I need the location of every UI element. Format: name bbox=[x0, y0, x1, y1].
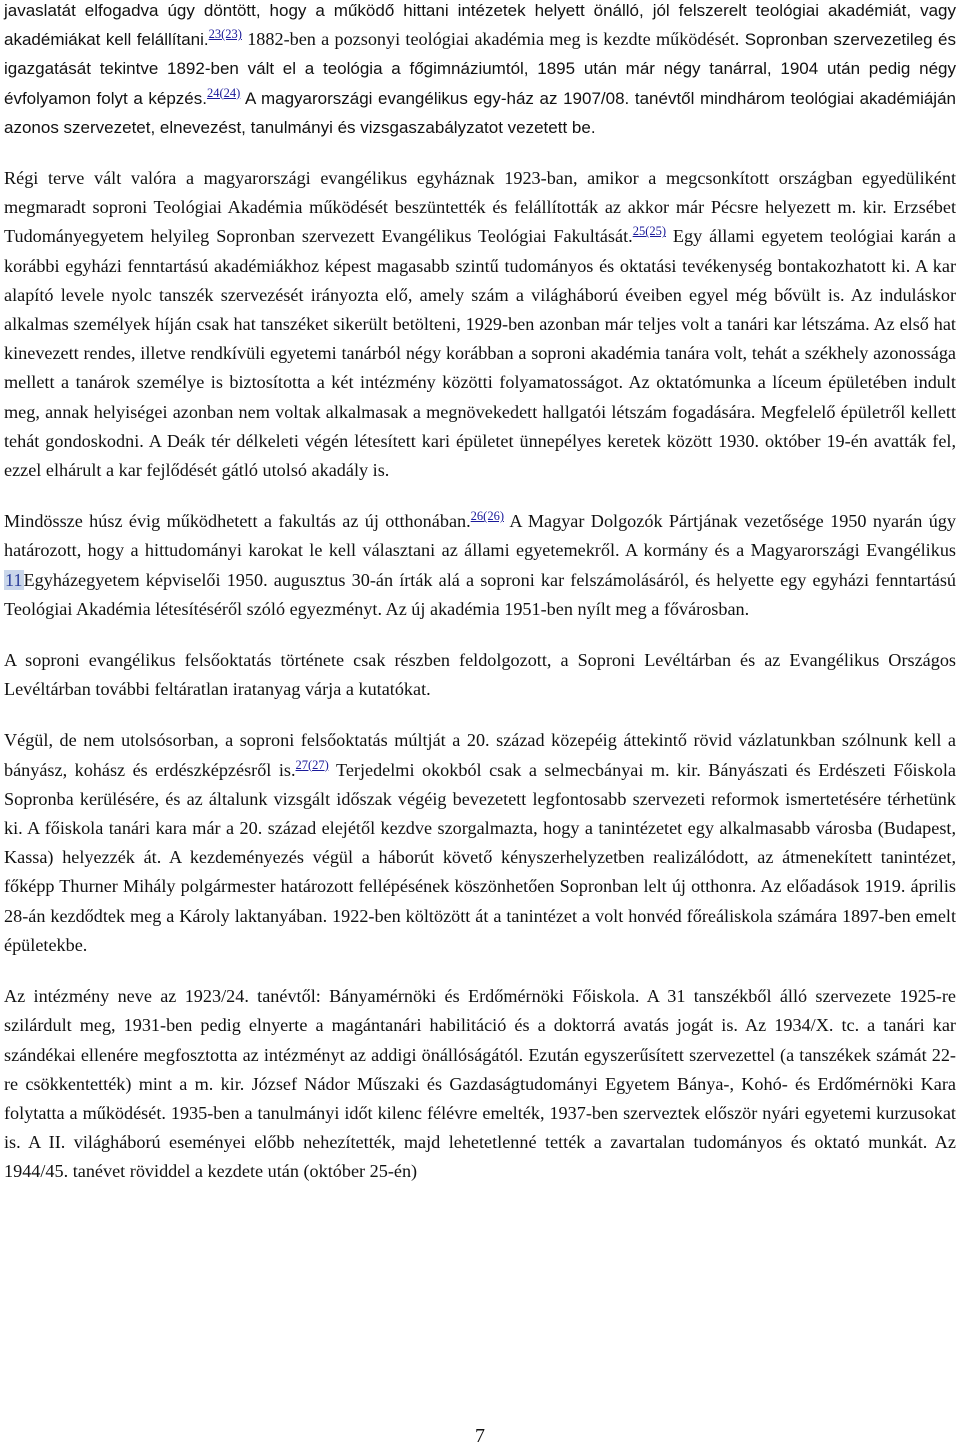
paragraph-3-text-a: Mindössze húsz évig működhetett a fakultás az új otthonában. bbox=[4, 511, 471, 532]
paragraph-2-text-b: Egy állami egyetem teológiai karán a korábbi egyházi fenntartású akadémiákhoz képest magasabb szintű tudományos és oktatási tevékenység bontakozhatott ki. A kar alapító levele nyolc tanszék szervezését irányozta elő, amely szám a világháború éveiben egyel még bővült is. Az induláskor alkalmas személyek híján csak hat tanszéket sikerült betölteni, 1929-ben azonban már teljes volt a tanári kar létszáma. Az első hat kinevezett rendes, illetve rendkívüli egyetemi tanárból négy korábban a soproni akadémia tanára volt, tehát a székhely azonossága mellett a tanárok személye is biztosította a két intézmény közötti folyamatosságot. Az oktatómunka a líceum épületében indult meg, annak helyiségei azonban nem voltak alkalmasak a megnövekedett hallgatói létszám fogadására. Megfelelő épületről kellett tehát gondoskodni. A Deák tér délkeleti végén létesített kari épületet ünnepélyes keretek között 1930. október 19-én avatták fel, ezzel elhárult a kar fejlődését gátló utolsó akadály is. bbox=[4, 226, 956, 481]
paragraph-1-text-d: A magyarországi evangélikus egy-ház az 1907/08. bbox=[240, 88, 630, 108]
footnote-link-23[interactable]: 23(23) bbox=[208, 27, 242, 42]
paragraph-1-text-b: 1882-ben a pozsonyi teológiai akadémia meg is kezdte működését. bbox=[241, 29, 740, 50]
paragraph-6-text-a: Az intézmény neve az 1923/24. tanévtől: Bányamérnöki és Erdőmérnöki Főiskola. A 31 tanszékből álló szervezete 1925-re szilárdult meg, 1931-ben pedig elnyerte a magántanári habilitáció és a doktorrá avatás jogát is. Az 1934/X. tc. a tanári kar szándékai ellenére megfosztotta az intézményt az addigi önállóságától. Ezután egyszerűsített szervezettel (a tanszékek számát 22-re csökkentették) mint a m. kir. József Nádor Műszaki és Gazdaságtudományi Egyetem Bánya-, Kohó- és Erdőmérnöki Kara folytatta a működését. 1935-ben a tanulmányi időt kilenc félévre emelték, 1937-ben szerveztek először nyári egyetemi kurzusokat is. A II. világháború eseményei előbb nehezítették, majd lehetetlenné tették a zavartalan tudományos és oktató munkát. Az 1944/45. tanévet röviddel a kezdete után (október 25-én) bbox=[4, 986, 956, 1182]
paragraph-1 bbox=[4, 0, 956, 142]
paragraph-3 bbox=[4, 507, 956, 624]
paragraph-1-text-c: Sopronban szervezetileg és igazgatását tekintve 1892-ben vált el a teológia a főgimnáziumtól, 1895 után már négy tanárral, 1904 után pedig négy évfolyamon folyt a képzés. bbox=[4, 30, 956, 108]
paragraph-1-text-a: javaslatát elfogadva úgy döntött, hogy a működő hittani intézetek helyett önálló, jól felszerelt teológiai akadémiát, vagy akadémiákat kell felállítani. bbox=[4, 1, 956, 50]
paragraph-4-text-a: A soproni evangélikus felsőoktatás története csak részben feldolgozott, a Soproni Levéltárban és az Evangélikus Országos Levéltárban további feltáratlan iratanyag várja a kutatókat. bbox=[4, 650, 956, 700]
paragraph-5-text-a: Végül, de nem utolsósorban, a soproni felsőoktatás múltját a 20. század közepéig áttekintő rövid vázlatunkban szólnunk kell a bányász, kohász és erdészképzésről is. bbox=[4, 730, 956, 780]
paragraph-5-text-b: Terjedelmi okokból csak a selmecbányai m. kir. Bányászati és Erdészeti Főiskola Sopronba kerülésére, és az általunk vizsgált időszak végéig bevezetett legfontosabb szervezeti reformok ismertetésére térhetünk ki. A főiskola tanári kara már a 20. század elejétől kezdve szorgalmazta, hogy a tanintézetet egy alkalmasabb városba (Budapest, Kassa) helyezzék át. A kezdeményezés végül a háborút követő kényszerhelyzetben realizálódott, az átmenekített tanintézet, főképp Thurner Mihály polgármester határozott fellépésének köszönhetően Sopronban lelt új otthonra. Az előadások 1919. április 28-án kezdődtek meg a Károly laktanyában. 1922-ben költözött át a tanintézet a volt honvéd főreáliskola számára 1897-ben emelt épületekbe. bbox=[4, 759, 956, 955]
paragraph-3-text-c: Egyházegyetem képviselői 1950. augusztus 30-án írták alá a soproni kar felszámolásáról, és helyette egy egyházi fenntartású Teológiai Akadémia létesítéséről szóló egyezményt. Az új akadémia 1951-ben nyílt meg a fővárosban. bbox=[4, 569, 956, 619]
paragraph-6 bbox=[4, 982, 956, 1186]
paragraph-2-text-a: Régi terve vált valóra a magyarországi evangélikus egyháznak 1923-ban, amikor a megcsonkított országban egyedüliként megmaradt soproni Teológiai Akadémia működését beszüntették és felállították az akkor már Pécsre helyezett m. kir. Erzsébet Tudományegyetem helyileg Sopronban szervezett Evangélikus Teológiai Fakultását. bbox=[4, 168, 956, 247]
footnote-link-26[interactable]: 26(26) bbox=[470, 509, 504, 524]
highlighted-marker: 11 bbox=[5, 569, 23, 590]
footnote-link-25[interactable]: 25(25) bbox=[632, 224, 667, 239]
paragraph-4 bbox=[4, 646, 956, 704]
page-number: 7 bbox=[475, 1425, 485, 1447]
footnote-link-24[interactable]: 24(24) bbox=[206, 85, 241, 100]
paragraph-3-text-b: A Magyar Dolgozók Pártjának vezetősége 1950 nyarán úgy határozott, hogy a hittudományi karokat le kell választani az állami egyetemekről. A kormány és a Magyarországi Evangélikus bbox=[4, 511, 956, 561]
paragraph-2 bbox=[4, 164, 956, 485]
document-page bbox=[4, 0, 956, 1209]
paragraph-5 bbox=[4, 726, 956, 960]
footnote-link-27[interactable]: 27(27) bbox=[295, 757, 329, 772]
paragraph-1-text-e: tanévtől mindhárom teológiai akadémiáján azonos szervezetet, elnevezést, tanulmányi és vizsgaszabályzatot vezetett be. bbox=[4, 88, 956, 137]
